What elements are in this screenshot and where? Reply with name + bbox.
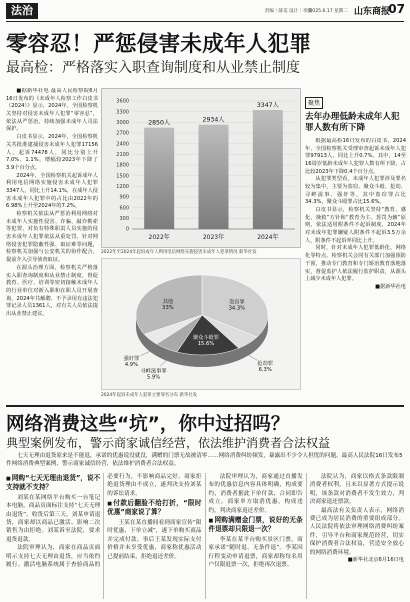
paragraph: 在源头治理方面，检察机关严格落实入职查询制度和从业禁止制度，督促教育、医疗、培训等密切接触未成年人的行业单位对新入职和在职人员开展查询，2024年共解聘、不予录用有违法犯罪记录人员1361人，对有关人员依法提出从业禁止建议。	[6, 264, 98, 317]
case-title: ■ 网购“七天无理由退货”，说不支持就不支持？	[6, 474, 100, 492]
paragraph: 根据最高检16日发布的白皮书，2024年，全国检察机关受理审查起诉未成年人犯罪97913人，同比上升0.7%。其中，14至16周岁低龄未成年人犯罪人数有所下降，占比较2023年下降0.4个百分点。	[305, 137, 406, 175]
y-tick-label: 900	[119, 194, 129, 201]
paragraph: 最高法有关负责人表示，网络消费已成为居民消费的重要组成部分。人民法院将依法审理网络消费纠纷案件，引导平台和商家规范经营，切实保护消费者合法权益，营造安全放心的网络消费环境。	[309, 507, 404, 556]
paragraph: ■据新华社电 最高人民检察院6月16日发布的《未成年人检察工作白皮书（2024）》显示，2024年，全国检察机关坚持对侵害未成年人犯罪“零容忍”，依法从严惩治，持续加强未成年人司法保护。	[6, 88, 98, 133]
bar	[253, 110, 283, 229]
slice-value-label: 5.9%	[146, 374, 161, 381]
y-tick-label: 3300	[116, 109, 129, 116]
y-tick-label: 2100	[116, 152, 129, 159]
y-tick-label: 1800	[116, 162, 129, 169]
sidebar-body	[305, 138, 406, 400]
paragraph: 王某在某直播间看到商家宣传“限时优惠，下单立减”，遂下单购买商品并完成付款。事后王某发现实际支付价格并未享受优惠，商家称优惠活动已提前结束，拒绝退还差价。	[107, 519, 202, 560]
article1-subtitle: 最高检：严格落实入职查询制度和从业禁止制度	[6, 60, 300, 76]
x-tick-label: 2024年	[257, 234, 279, 241]
x-tick-label: 2022年	[148, 234, 170, 241]
bar-chart	[101, 88, 301, 248]
pie-chart	[101, 258, 301, 390]
slice-label: 聚众斗殴罪	[192, 334, 219, 341]
paragraph: 李某在某平台购买景区门票，商家承诺“随时退、无条件退”。李某因行程变动申请退票，商家却称每名用户仅限退票一次，拒绝再次退票。	[208, 536, 303, 568]
bar	[144, 128, 174, 229]
article2-body	[6, 473, 404, 599]
slice-label: 寻衅滋事罪	[140, 368, 167, 375]
chart-title: 2022年至2024年起诉成年人利用电信网络实施侵害未成年人犯罪情况	[101, 250, 238, 255]
article2-headline: 网络消费这些“坑”，你中过招吗？	[6, 414, 290, 435]
article1-headline: 零容忍！严惩侵害未成年人犯罪	[6, 32, 312, 57]
y-tick-label: 2700	[116, 130, 129, 137]
paragraph: 从犯罪类型看，未成年人犯罪涉及罪名较为集中，主要为盗窃、聚众斗殴、抢劫、寻衅滋事、强奸等，其中盗窃罪占比34.3%，聚众斗殴罪占比15.6%。	[305, 176, 406, 206]
slice-label: 强奸罪	[123, 355, 140, 362]
pie-chart-caption	[101, 392, 301, 398]
leader-line	[160, 361, 166, 367]
bar-value-label: 2934人	[202, 116, 225, 124]
slice-value-label: 34.3%	[228, 305, 246, 312]
paragraph: 白皮书显示，检察机关坚持“教育、感化、挽救”方针和“教育为主、惩罚为辅”原则，依法适用附条件不起诉制度，2024年对未成年犯罪嫌疑人附条件不起诉3.5万余人，附条件不起诉率同比上升。	[305, 207, 406, 244]
dateline: ■新华社北京6月16日电	[347, 556, 404, 563]
issue-date: 2025.6.17 星期二	[309, 9, 348, 14]
sidebar-focus	[305, 90, 406, 402]
paragraph: 检察机关依法从严惩治利用网络对未成年人实施性侵害、诈骗、敲诈勒索等犯罪，对负有特殊职责人员实施的侵害未成年人犯罪依法从重处罚。针对网络侵害犯罪隐蔽性强、取证难等问题，检察机关加强与公安机关的协作配合，提前介入引导侦查取证。	[6, 211, 98, 264]
paragraph: 法院审理认为，商家在商品页面明示支持七天无理由退货，应当依约履行。激活电脑系统属于查验商品的必要行为，不影响商品完好，商家拒绝退货理由不成立，遂判决支持刘某的诉讼请求。	[6, 474, 202, 568]
paragraph: 法院认为，商家以格式条款限制消费者权利，且未以显著方式提示说明，该条款对消费者不发生效力，判决商家退还票款。	[309, 474, 404, 506]
section-tag: 法治	[6, 3, 38, 19]
chart-source: 新华社发	[179, 393, 198, 398]
case-title: ■ 付款后翻脸不给打折，“限时优惠”商家说了算？	[107, 499, 201, 517]
bar	[199, 125, 229, 229]
y-tick-label: 2400	[116, 141, 129, 148]
paragraph: 2024年，全国检察机关起诉成年人利用电信网络实施侵害未成年人犯罪3347人，同比上升14.1%，在成年人侵害未成年人犯罪中的占比由2022年的6.98%上升至2024年的7.2%。	[6, 172, 98, 210]
case-title: ■ 网购满赠金门票，说好的无条件退票却只限退一次？	[209, 516, 303, 534]
slice-label: 抢劫罪	[257, 361, 273, 368]
paragraph: 白皮书显示，2024年，全国检察机关共批准逮捕侵害未成年人犯罪17156人，起诉74478人，同比分别上升7.0%、1.1%，增幅较2023年下降了3.9个百分点。	[6, 134, 98, 171]
article-divider	[6, 405, 404, 407]
y-tick-label: 0	[125, 226, 129, 233]
leader-line	[249, 355, 257, 360]
sidebar-tag: 聚焦	[305, 97, 323, 109]
y-tick-label: 3000	[116, 120, 129, 127]
y-tick-label: 1200	[116, 184, 129, 191]
slice-label: 其他	[162, 298, 174, 305]
slice-value-label: 15.6%	[197, 340, 215, 347]
bar-value-label: 3347人	[256, 101, 279, 109]
editor-credits: 责编｜薛美 设计｜李鹏	[264, 9, 312, 14]
newspaper-name: 山东商报	[353, 7, 390, 17]
paragraph: 同时，针对未成年人犯罪低龄化、网络化等特点，检察机关会同有关部门加强预防干预，推动专门教育和专门矫治教育落地落实，督促监护人依法履行监护职责，从源头上减少未成年人犯罪。	[305, 245, 406, 283]
article2-subhead: 典型案例发布，警示商家诚信经营，依法维护消费者合法权益	[6, 436, 331, 450]
page-number: 07	[388, 2, 405, 16]
header-divider	[6, 21, 404, 22]
byline: ■据新华社电	[375, 283, 406, 290]
y-tick-label: 1500	[116, 173, 129, 180]
slice-value-label: 33%	[162, 304, 174, 311]
chart-title: 2024年起诉未成年人犯罪主要罪名分布	[101, 393, 179, 398]
y-tick-label: 600	[119, 205, 129, 212]
bar-value-label: 2850人	[148, 119, 171, 127]
leader-line	[140, 351, 149, 355]
slice-label: 盗窃罪	[229, 299, 245, 306]
sidebar-title: 去年办理低龄未成年人犯罪人数有所下降	[305, 111, 400, 133]
paragraph: 刘某在某网络平台购买一台笔记本电脑，商品页面标注支持“七天无理由退货”。收货后第三天，刘某申请退货，商家却以商品已激活、影响二次销售为由拒绝。刘某诉至法院，要求退货退款。	[6, 494, 101, 543]
bar-chart-caption	[101, 249, 301, 255]
pie-chart-svg	[102, 259, 302, 391]
y-tick-label: 300	[119, 216, 129, 223]
article1-body-column	[6, 88, 98, 402]
bar-chart-svg	[102, 89, 302, 249]
paragraph: 法院审理认为，商家通过直播发布的优惠信息内容具体明确，构成要约，消费者据此下单付款，合同即告成立。商家单方取消优惠，构成违约，判决商家返还差价。	[208, 474, 303, 514]
y-tick-label: 3600	[116, 98, 129, 105]
slice-value-label: 4.9%	[124, 361, 139, 368]
slice-value-label: 6.3%	[258, 367, 272, 374]
chart-source: 新华社发	[238, 250, 257, 255]
x-tick-label: 2023年	[202, 234, 225, 241]
article2-intro: 七天无理由退货原来是不能退，承诺的优惠说没就没，满赠的门票无故被清零……网络消费纠纷频发，暴露出不少令人担忧的问题。最高人民法院16日发布5件网络消费典型案例，警示商家诚信经营，依法维护消费者合法权益。	[6, 453, 403, 468]
